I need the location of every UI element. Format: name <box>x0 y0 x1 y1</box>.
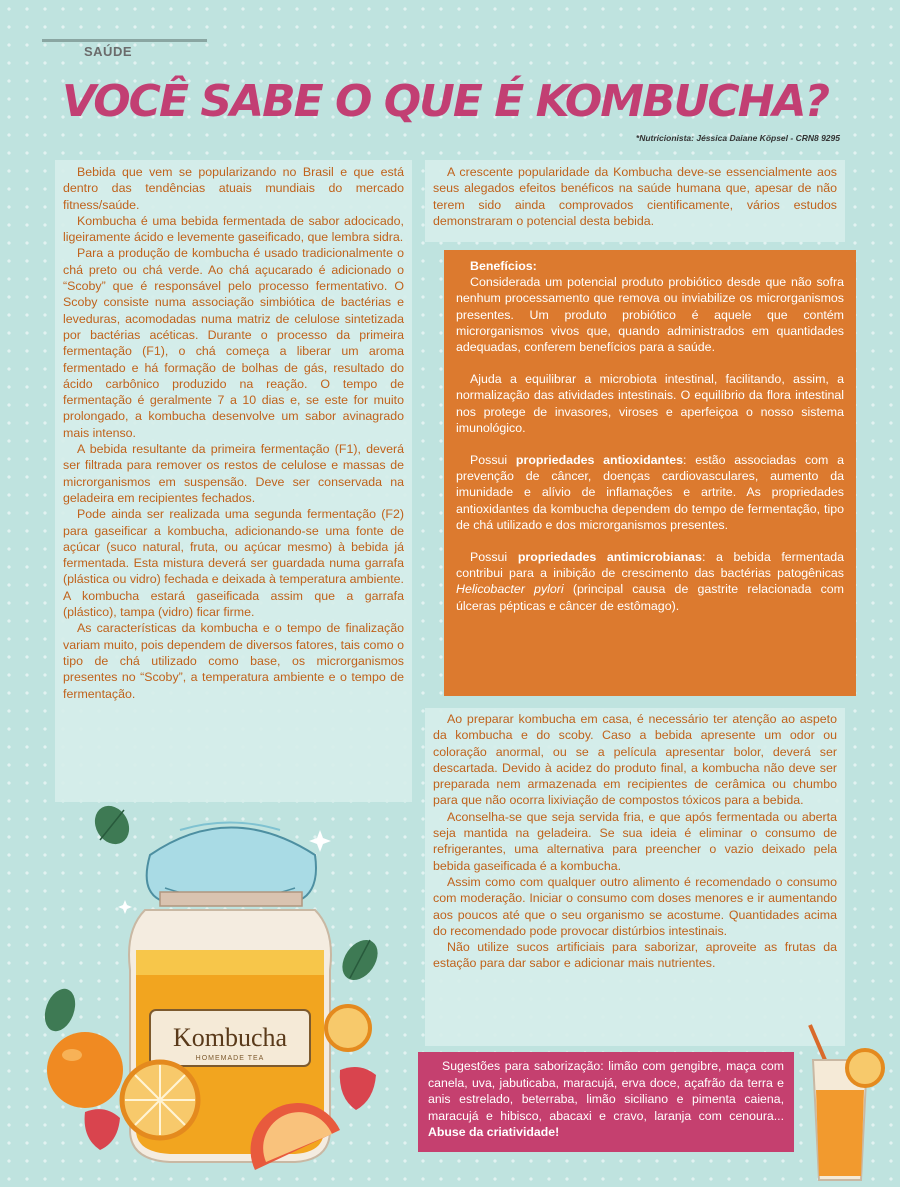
paragraph: Assim como com qualquer outro alimento é recomendado o consumo com moderação. Iniciar o consumo com doses menores e ir aumentando aos poucos até que o seu organismo se acostume. Quantidades acima do recomendado pode provocar distúrbios intestinais. <box>433 874 837 938</box>
orange-slice-icon <box>326 1006 370 1050</box>
paragraph: Não utilize sucos artificiais para saborizar, aproveite as frutas da estação para dar sabor e adicionar mais nutrientes. <box>433 940 837 971</box>
intro-right-column <box>425 160 845 242</box>
text-span: Sugestões para saborização: limão com gengibre, maça com canela, uva, jabuticaba, maracujá, erva doce, açafrão da terra e anis estrelado, beterraba, limão siciliano e pimenta caiena, maracujá e hibisco, abacaxi e cravo, laranja com cenoura... <box>428 1059 784 1123</box>
juice-glass-illustration <box>795 1020 895 1187</box>
jar-label <box>150 1010 310 1066</box>
suggestions-text <box>428 1058 784 1141</box>
paragraph: A bebida resultante da primeira fermentação (F1), deverá ser filtrada para remover os restos de celulose e massas de microrganismos em suspensão. Deve ser conservada na geladeira em recipientes fechados. <box>63 442 404 505</box>
kombucha-jar-illustration <box>30 800 430 1187</box>
leaf-icon <box>335 933 385 986</box>
strawberry-icon <box>340 1067 376 1110</box>
jar-band <box>160 892 302 906</box>
text-span: (principal causa de gastrite relacionada com úlceras pépticas e câncer de estômago). <box>456 582 844 613</box>
page-title: VOCÊ SABE O QUE É KOMBUCHA? <box>62 76 829 127</box>
juice-icon <box>816 1090 864 1176</box>
text-span: Possui <box>470 453 516 468</box>
leaf-icon <box>39 985 80 1036</box>
paragraph: A crescente popularidade da Kombucha deve-se essencialmente aos seus alegados efeitos benéficos na saúde humana que, apesar de não terem sido ainda comprovados cientificamente, vários estudos demonstraram o potencial desta bebida. <box>433 165 837 228</box>
orange-slice-icon <box>122 1062 198 1138</box>
paragraph: Ao preparar kombucha em casa, é necessário ter atenção ao aspeto da kombucha e do scoby. Caso a bebida apresente um odor ou coloração anormal, ou se a película apresentar bolor, deverá ser descartada. Devido à acidez do produto final, a kombucha não deve ser preparada nem armazenada em recipientes de cerâmica ou chumbo para que não ocorra lixiviação de compostos tóxicos para a bebida. <box>433 712 837 808</box>
bold-callout: Abuse da criatividade! <box>428 1125 560 1139</box>
benefits-paragraph: Ajuda a equilibrar a microbiota intestinal, facilitando, assim, a normalização das atividades intestinais. O equilíbrio da flora intestinal nos protege de invasores, viroses e aperfeiçoa o nosso sistema imunológico. <box>456 372 844 435</box>
strawberry-icon <box>85 1109 120 1150</box>
paragraph: Pode ainda ser realizada uma segunda fermentação (F2) para gaseificar a kombucha, adicionando-se uma fonte de açúcar (suco natural, fruta, ou açúcar mesmo) à bebida já fermentada. Esta mistura deverá ser guardada numa garrafa (plástica ou vidro) fechada e deixada à temperatura ambiente. A kombucha estará gaseificada assim que a garrafa (plástico), tampa (vidro) ficar firme. <box>63 507 404 620</box>
bold-term: propriedades antioxidantes <box>515 453 684 468</box>
bold-term: propriedades antimicrobianas <box>517 550 702 565</box>
suggestions-box <box>418 1052 794 1152</box>
species-name: Helicobacter pylori <box>456 582 564 597</box>
jar-sublabel-text: HOMEMADE TEA <box>195 1055 265 1062</box>
care-right-column <box>425 708 845 1046</box>
benefits-title: Benefícios: <box>470 259 537 273</box>
straw-icon <box>810 1025 825 1060</box>
benefits-box <box>444 250 856 696</box>
benefits-paragraph <box>456 452 844 533</box>
paragraph: Kombucha é uma bebida fermentada de sabor adocicado, ligeiramente ácido e levemente gaseificado, que lembra sidra. <box>63 213 404 245</box>
benefits-paragraph: Considerada um potencial produto probiótico desde que não sofra nenhum processamento que remova ou inviabilize os microrganismos presentes. Um produto probiótico é aquele que contém microrganismos vivos que, quando administrados em quantidades adequadas, conferem benefícios para a saúde. <box>456 275 844 355</box>
paragraph: As características da kombucha e o tempo de finalização variam muito, pois dependem de diversos fatores, tais como o tipo de chá utilizado como base, os microrganismos presentes no “Scoby”, a temperatura ambiente e o tempo de fermentação. <box>63 621 404 701</box>
text-span: : estão associadas com a prevenção de câncer, doenças cardiovasculares, aumento da imunidade e alívio de inflamações e artrite. As propriedades antioxidantes da kombucha dependem do tempo de fermentação, tipo de chá utilizado e dos microrganismos presentes. <box>456 453 844 532</box>
orange-slice-icon <box>847 1050 883 1086</box>
jar-cloth-lid <box>147 823 316 901</box>
leaf-icon <box>88 800 136 850</box>
benefits-paragraph <box>456 549 844 614</box>
paragraph: Para a produção de kombucha é usado tradicionalmente o chá preto ou chá verde. Ao chá açucarado é adicionado o “Scoby” que é responsável pelo processo fermentativo. O Scoby consiste numa associação simbiótica de bactérias e leveduras, acomodadas numa matriz de celulose sintetizada por bactérias acéticas. Durante o processo da primeira fermentação (F1), o chá começa a liberar um aroma fermentado e há formação de bolhas de gás, resultado do ácido carbônico produzido na reação. O tempo de fermentação é geralmente 7 a 10 dias e, se este for muito prolongado, a kombucha desenvolve um sabor avinagrado mais intenso. <box>63 246 404 440</box>
text-span: : a bebida fermentada contribui para a inibição de crescimento das bactérias patogênicas <box>456 550 844 581</box>
orange-icon <box>47 1032 123 1108</box>
jar-label-text: Kombucha <box>172 1023 288 1052</box>
section-rule <box>42 39 207 42</box>
paragraph: Bebida que vem se popularizando no Brasil e que está dentro das tendências atuais mundiais do mercado fitness/saúde. <box>63 165 404 212</box>
paragraph: Aconselha-se que seja servida fria, e que após fermentada ou aberta seja mantida na geladeira. Se sua ideia é eliminar o consumo de refrigerantes, uma alternativa para preencher o vazio deixado pela bebida gaseificada é a kombucha. <box>433 809 837 873</box>
author-credit: *Nutricionista: Jéssica Daiane Köpsel - CRN8 9295 <box>635 133 840 143</box>
section-label: SAÚDE <box>84 44 133 59</box>
text-span: Possui <box>470 550 518 565</box>
left-column <box>55 160 412 802</box>
